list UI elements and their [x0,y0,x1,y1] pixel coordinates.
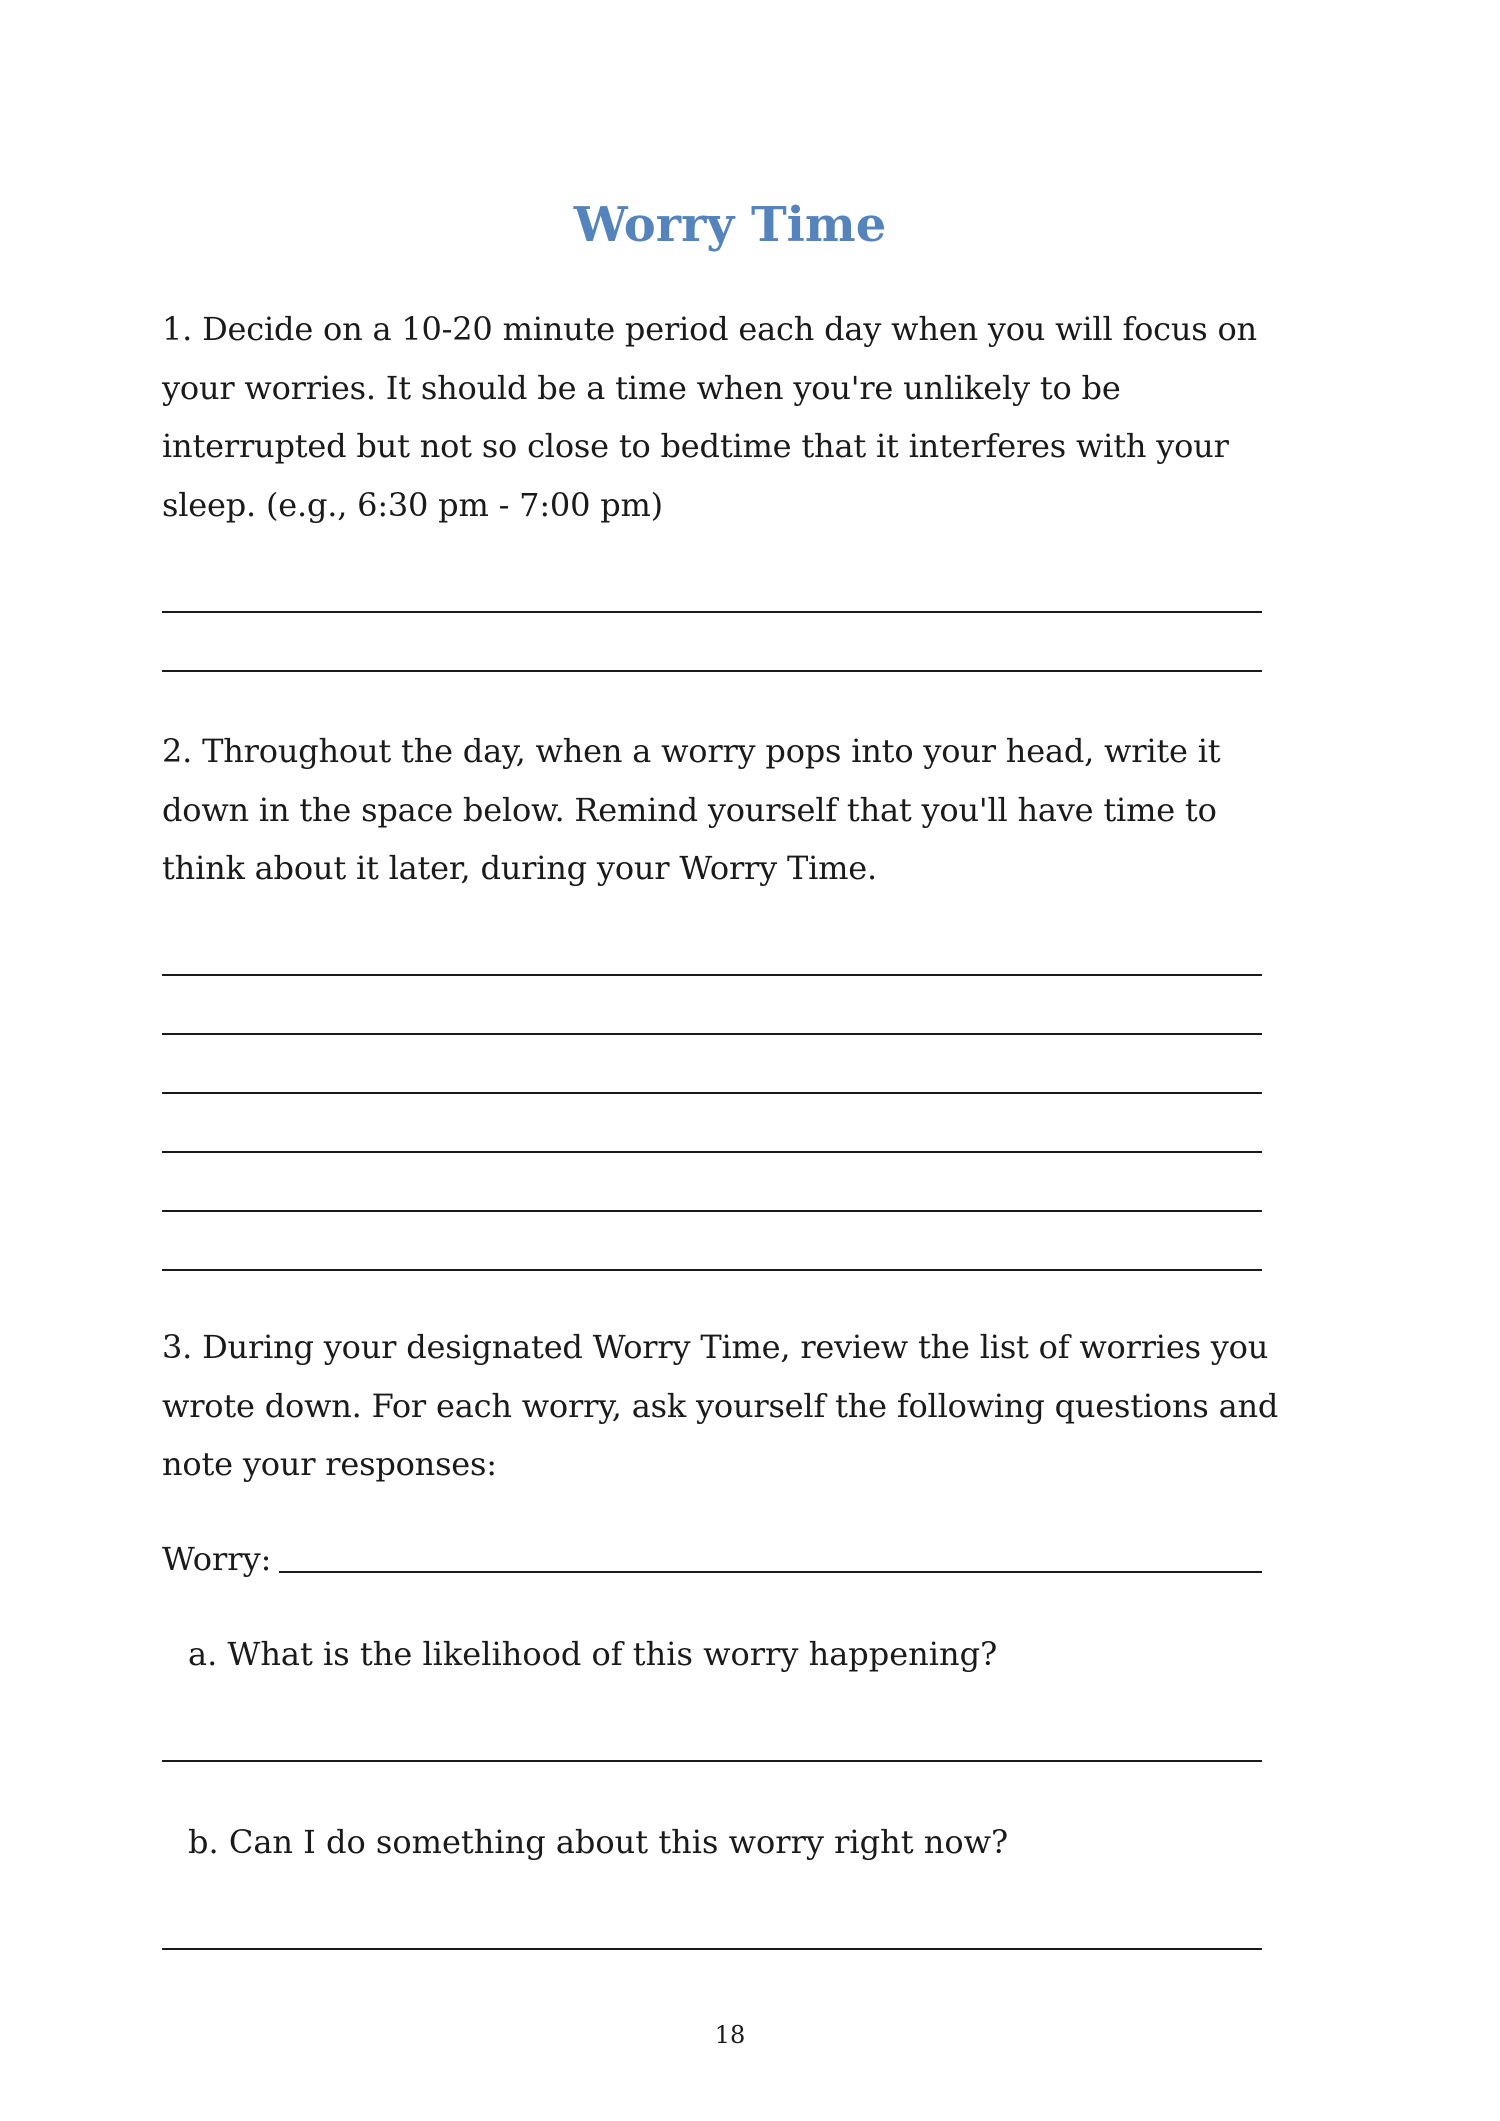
step-2-answer-line-4[interactable] [162,1151,1262,1153]
worry-answer-line[interactable] [279,1571,1262,1573]
step-1-answer-line-2[interactable] [162,670,1262,672]
step-2-answer-line-2[interactable] [162,1033,1262,1035]
page-title: Worry Time [573,197,887,253]
step-1-instructions: 1. Decide on a 10-20 minute period each day when you will focus on your worries. It should be a time when you're unlikely to be interrupted but not so close to bedtime that it interferes with your sleep. (e.g., 6:30 pm - 7:00 pm) [162,310,1257,524]
step-2-answer-line-6[interactable] [162,1269,1262,1271]
question-a-answer-line[interactable] [162,1760,1262,1762]
step-2-instructions: 2. Throughout the day, when a worry pops into your head, write it down in the space below. Remind yourself that you'll have time to think about it later, during your Worry Time. [162,732,1221,887]
worry-entry [162,1530,1262,1588]
worry-label: Worry: [162,1540,272,1578]
step-3-instructions: 3. During your designated Worry Time, review the list of worries you wrote down. For each worry, ask yourself the following questions and note your responses: [162,1328,1279,1483]
step-2-answer-line-3[interactable] [162,1092,1262,1094]
step-2-answer-line-5[interactable] [162,1210,1262,1212]
question-b: b. Can I do something about this worry right now? [188,1823,1009,1861]
step-2-answer-line-1[interactable] [162,974,1262,976]
question-b-answer-line[interactable] [162,1948,1262,1950]
question-a: a. What is the likelihood of this worry happening? [188,1635,998,1673]
page-number: 18 [714,2021,746,2049]
step-1-answer-line-1[interactable] [162,611,1262,613]
